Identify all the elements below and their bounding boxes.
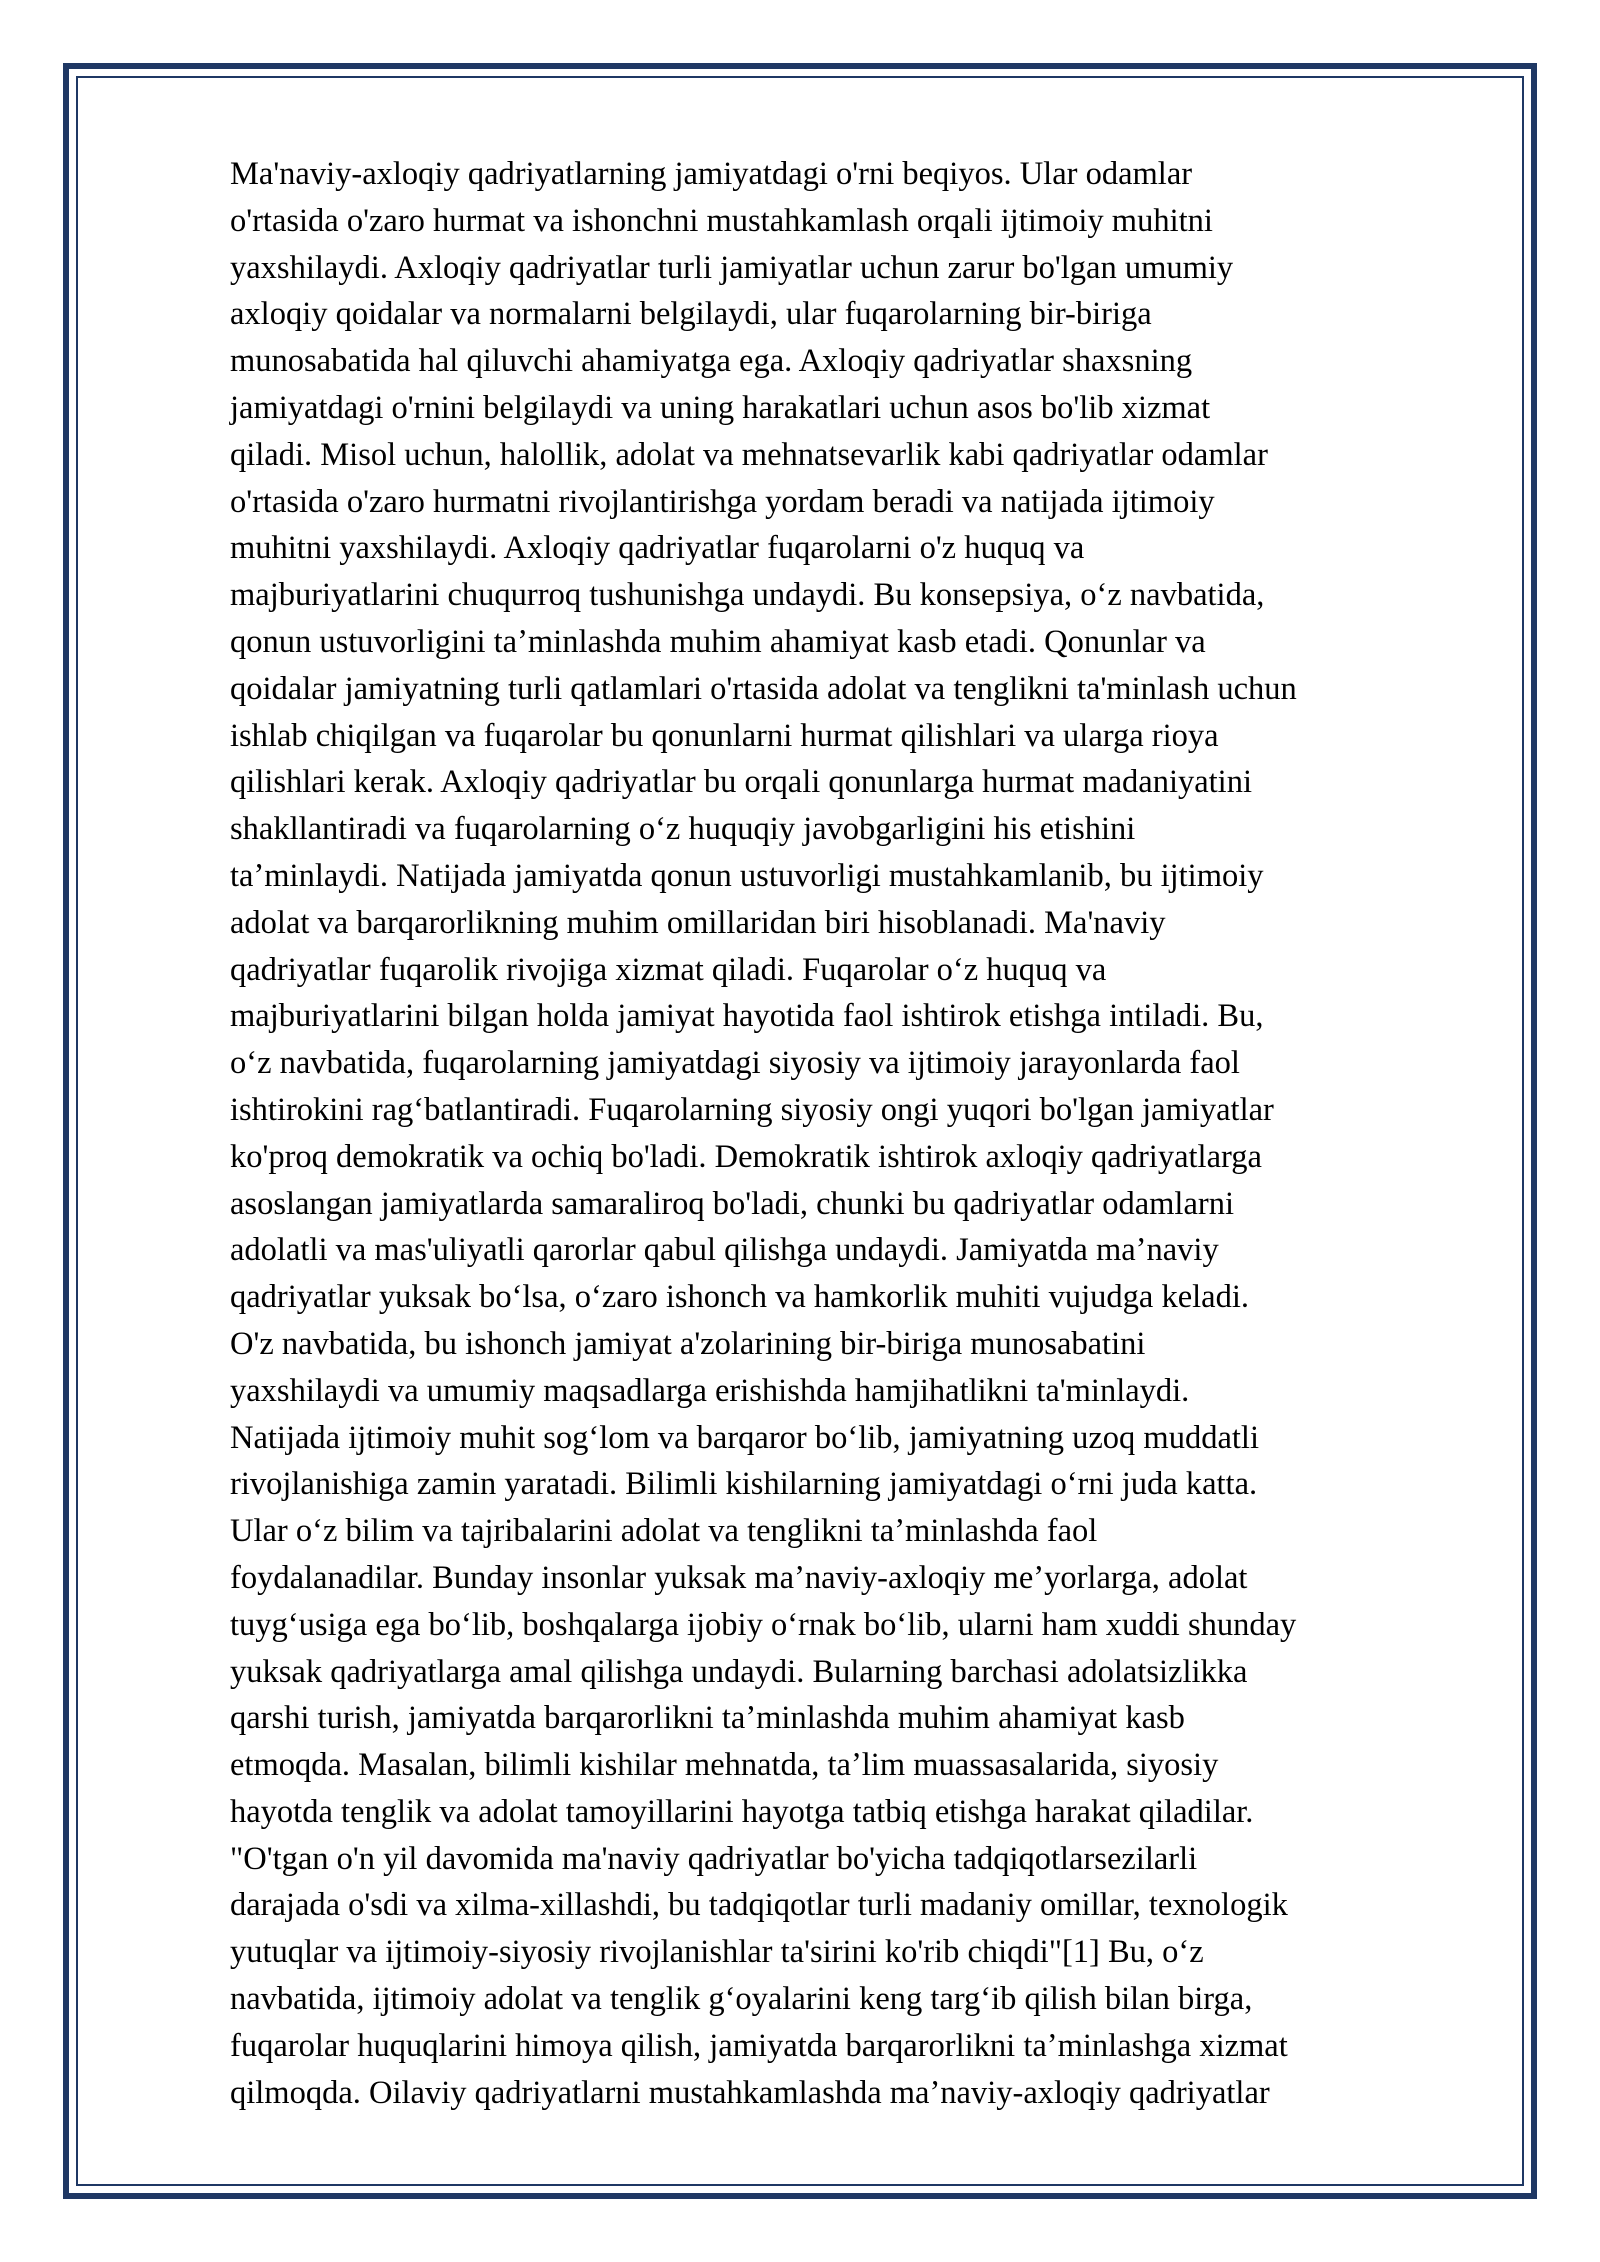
text-line-8: o'rtasida o'zaro hurmatni rivojlantirishga yordam beradi va natijada ijtimoiy <box>230 483 1215 520</box>
text-line-22: ko'proq demokratik va ochiq bo'ladi. Demokratik ishtirok axloqiy qadriyatlarga <box>230 1138 1262 1175</box>
text-line-28: Natijada ijtimoiy muhit sogʻlom va barqaror boʻlib, jamiyatning uzoq muddatli <box>230 1419 1259 1456</box>
text-line-10: majburiyatlarini chuqurroq tushunishga undaydi. Bu konsepsiya, oʻz navbatida, <box>230 577 1265 614</box>
text-line-16: taʼminlaydi. Natijada jamiyatda qonun ustuvorligi mustahkamlanib, bu ijtimoiy <box>230 857 1264 894</box>
text-line-13: ishlab chiqilgan va fuqarolar bu qonunlarni hurmat qilishlari va ularga rioya <box>230 717 1219 754</box>
body-paragraph <box>230 151 1480 2116</box>
text-line-27: yaxshilaydi va umumiy maqsadlarga erishishda hamjihatlikni ta'minlaydi. <box>230 1372 1190 1409</box>
text-line-41: fuqarolar huquqlarini himoya qilish, jamiyatda barqarorlikni taʼminlashga xizmat <box>230 2027 1288 2064</box>
text-line-38: darajada o'sdi va xilma-xillashdi, bu tadqiqotlar turli madaniy omillar, texnologik <box>230 1887 1288 1924</box>
text-line-3: yaxshilaydi. Axloqiy qadriyatlar turli jamiyatlar uchun zarur bo'lgan umumiy <box>230 249 1234 286</box>
text-line-42: qilmoqda. Oilaviy qadriyatlarni mustahkamlashda maʼnaviy-axloqiy qadriyatlar <box>230 2074 1270 2111</box>
text-line-6: jamiyatdagi o'rnini belgilaydi va uning harakatlari uchun asos bo'lib xizmat <box>230 389 1211 426</box>
text-line-25: qadriyatlar yuksak boʻlsa, oʻzaro ishonch va hamkorlik muhiti vujudga keladi. <box>230 1279 1249 1316</box>
text-line-33: yuksak qadriyatlarga amal qilishga undaydi. Bularning barchasi adolatsizlikka <box>230 1653 1248 1690</box>
text-line-37: "O'tgan o'n yil davomida ma'naviy qadriyatlar bo'yicha tadqiqotlarsezilarli <box>230 1840 1198 1877</box>
text-line-20: oʻz navbatida, fuqarolarning jamiyatdagi siyosiy va ijtimoiy jarayonlarda faol <box>230 1045 1240 1082</box>
text-line-17: adolat va barqarorlikning muhim omillaridan biri hisoblanadi. Ma'naviy <box>230 904 1166 941</box>
text-line-26: O'z navbatida, bu ishonch jamiyat a'zolarining bir-biriga munosabatini <box>230 1325 1146 1362</box>
text-line-15: shakllantiradi va fuqarolarning oʻz huquqiy javobgarligini his etishini <box>230 811 1136 848</box>
text-line-21: ishtirokini ragʻbatlantiradi. Fuqarolarning siyosiy ongi yuqori bo'lgan jamiyatlar <box>230 1091 1274 1128</box>
text-line-18: qadriyatlar fuqarolik rivojiga xizmat qiladi. Fuqarolar oʻz huquq va <box>230 951 1107 988</box>
text-line-14: qilishlari kerak. Axloqiy qadriyatlar bu orqali qonunlarga hurmat madaniyatini <box>230 764 1252 801</box>
text-line-36: hayotda tenglik va adolat tamoyillarini hayotga tatbiq etishga harakat qiladilar. <box>230 1793 1254 1830</box>
text-line-31: foydalanadilar. Bunday insonlar yuksak maʼnaviy-axloqiy meʼyorlarga, adolat <box>230 1559 1248 1596</box>
text-line-34: qarshi turish, jamiyatda barqarorlikni taʼminlashda muhim ahamiyat kasb <box>230 1700 1185 1737</box>
text-line-4: axloqiy qoidalar va normalarni belgilaydi, ular fuqarolarning bir-biriga <box>230 296 1152 333</box>
text-line-2: o'rtasida o'zaro hurmat va ishonchni mustahkamlash orqali ijtimoiy muhitni <box>230 202 1213 239</box>
text-line-19: majburiyatlarini bilgan holda jamiyat hayotida faol ishtirok etishga intiladi. Bu, <box>230 998 1264 1035</box>
text-line-35: etmoqda. Masalan, bilimli kishilar mehnatda, taʼlim muassasalarida, siyosiy <box>230 1747 1219 1784</box>
text-line-5: munosabatida hal qiluvchi ahamiyatga ega. Axloqiy qadriyatlar shaxsning <box>230 343 1193 380</box>
text-line-11: qonun ustuvorligini taʼminlashda muhim ahamiyat kasb etadi. Qonunlar va <box>230 623 1206 660</box>
text-line-1: Ma'naviy-axloqiy qadriyatlarning jamiyatdagi o'rni beqiyos. Ular odamlar <box>230 156 1193 192</box>
text-line-23: asoslangan jamiyatlarda samaraliroq bo'ladi, chunki bu qadriyatlar odamlarni <box>230 1185 1234 1222</box>
text-line-29: rivojlanishiga zamin yaratadi. Bilimli kishilarning jamiyatdagi oʻrni juda katta. <box>230 1466 1258 1503</box>
text-line-9: muhitni yaxshilaydi. Axloqiy qadriyatlar fuqarolarni o'z huquq va <box>230 530 1085 567</box>
text-line-30: Ular oʻz bilim va tajribalarini adolat va tenglikni taʼminlashda faol <box>230 1513 1098 1550</box>
text-line-12: qoidalar jamiyatning turli qatlamlari o'rtasida adolat va tenglikni ta'minlash uchun <box>230 670 1297 707</box>
text-line-40: navbatida, ijtimoiy adolat va tenglik gʻoyalarini keng targʻib qilish bilan birga, <box>230 1981 1253 2018</box>
text-line-24: adolatli va mas'uliyatli qarorlar qabul qilishga undaydi. Jamiyatda maʼnaviy <box>230 1232 1219 1269</box>
text-line-7: qiladi. Misol uchun, halollik, adolat va mehnatsevarlik kabi qadriyatlar odamlar <box>230 436 1268 473</box>
text-line-32: tuygʻusiga ega boʻlib, boshqalarga ijobiy oʻrnak boʻlib, ularni ham xuddi shunday <box>230 1606 1297 1643</box>
text-line-39: yutuqlar va ijtimoiy-siyosiy rivojlanishlar ta'sirini ko'rib chiqdi"[1] Bu, oʻz <box>230 1934 1204 1971</box>
